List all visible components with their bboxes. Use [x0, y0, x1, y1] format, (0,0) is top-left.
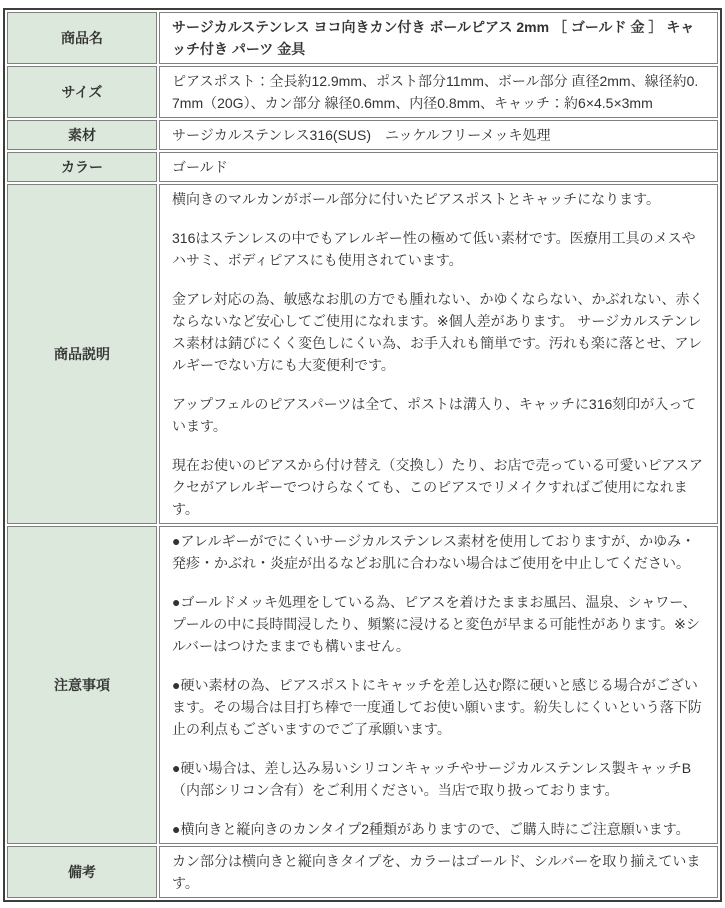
- content-paragraph: ●ゴールドメッキ処理をしている為、ピアスを着けたままお風呂、温泉、シャワー、プールの中に長時間浸したり、頻繁に浸けると変色が早まる可能性があります。※シルバーはつけたままでも構いません。: [172, 594, 700, 654]
- row-content: [159, 846, 718, 898]
- content-paragraph: 金アレ対応の為、敏感なお肌の方でも腫れない、かゆくならない、かぶれない、赤くならないなど安心してご使用になれます。※個人差があります。 サージカルステンレス素材は錆びにくく変色しにくい為、お手入れも簡単です。汚れも楽に落とせ、アレルギーでない方にも大変便利です。: [172, 291, 704, 373]
- table-row: [7, 526, 718, 844]
- content-paragraph: アップフェルのピアスパーツは全て、ポストは溝入り、キャッチに316刻印が入っています。: [172, 396, 697, 434]
- row-content: [159, 66, 718, 118]
- spec-table-body: [7, 12, 718, 898]
- table-row: [7, 152, 718, 182]
- table-row: [7, 120, 718, 150]
- content-paragraph: サージカルステンレス316(SUS) ニッケルフリーメッキ処理: [172, 127, 551, 143]
- content-paragraph: ゴールド: [172, 159, 228, 175]
- product-spec-table: [3, 8, 722, 902]
- content-paragraph: ピアスポスト：全長約12.9mm、ポスト部分11mm、ボール部分 直径2mm、線径約0.7mm（20G）、カン部分 線径0.6mm、内径0.8mm、キャッチ：約6×4.5×3mm: [172, 73, 699, 111]
- row-label: カラー: [7, 152, 157, 182]
- table-row: [7, 12, 718, 64]
- row-label: 商品名: [7, 12, 157, 64]
- row-label: サイズ: [7, 66, 157, 118]
- row-content: [159, 184, 718, 524]
- row-label: 備考: [7, 846, 157, 898]
- row-content: [159, 526, 718, 844]
- row-label: 商品説明: [7, 184, 157, 524]
- row-content: [159, 152, 718, 182]
- row-label: 素材: [7, 120, 157, 150]
- content-paragraph: 現在お使いのピアスから付け替え（交換し）たり、お店で売っている可愛いピアスアクセがアレルギーでつけらなくても、このピアスでリメイクすればご使用になれます。: [172, 457, 703, 517]
- row-content: [159, 12, 718, 64]
- row-label: 注意事項: [7, 526, 157, 844]
- content-paragraph: 横向きのマルカンがボール部分に付いたピアスポストとキャッチになります。: [172, 191, 661, 207]
- content-paragraph: ●横向きと縦向きのカンタイプ2種類がありますので、ご購入時にご注意願います。: [172, 821, 690, 837]
- table-row: [7, 66, 718, 118]
- table-row: [7, 184, 718, 524]
- table-row: [7, 846, 718, 898]
- row-content: [159, 120, 718, 150]
- content-paragraph: 316はステンレスの中でもアレルギー性の極めて低い素材です。医療用工具のメスやハサミ、ボディピアスにも使用されています。: [172, 230, 696, 268]
- content-paragraph: ●アレルギーがでにくいサージカルステンレス素材を使用しておりますが、かゆみ・発疹・かぶれ・炎症が出るなどお肌に合わない場合はご使用を中止してください。: [172, 533, 696, 571]
- content-paragraph: サージカルステンレス ヨコ向きカン付き ボールピアス 2mm ［ ゴールド 金 ］ キャッチ付き パーツ 金具: [172, 19, 695, 57]
- content-paragraph: ●硬い場合は、差し込み易いシリコンキャッチやサージカルステンレス製キャッチB（内部シリコン含有）をご利用ください。当店で取り扱っております。: [172, 760, 692, 798]
- content-paragraph: ●硬い素材の為、ピアスポストにキャッチを差し込む際に硬いと感じる場合がございます。その場合は目打ち棒で一度通してお使い願います。紛失しにくいという落下防止の利点もございますのでご了承願います。: [172, 677, 702, 737]
- content-paragraph: カン部分は横向きと縦向きタイプを、カラーはゴールド、シルバーを取り揃えています。: [172, 853, 701, 891]
